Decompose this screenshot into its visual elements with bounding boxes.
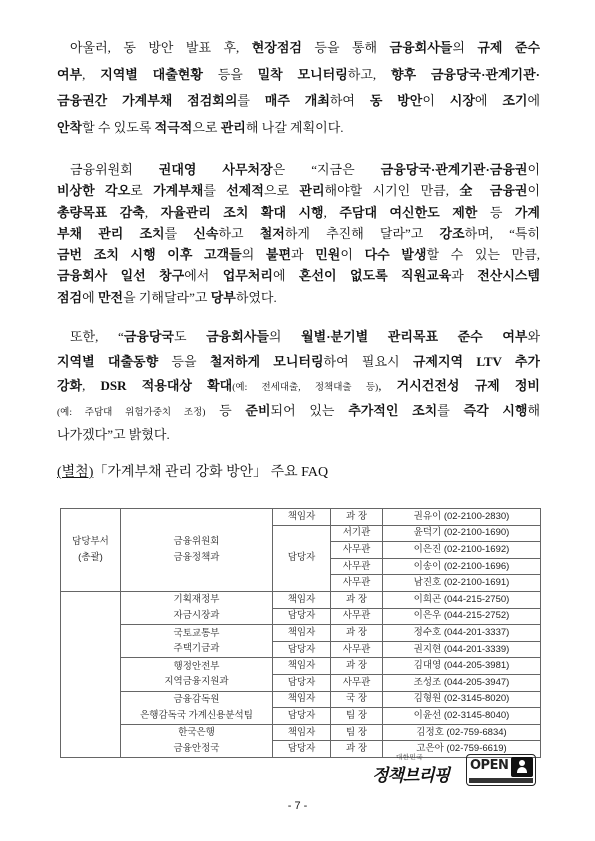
rank-cell: 과 장 — [331, 741, 383, 758]
text-line — [57, 35, 540, 62]
rank-cell: 국 장 — [331, 691, 383, 708]
paragraph — [57, 325, 540, 448]
org-cell — [121, 691, 273, 724]
text-span: 하였다. — [235, 289, 277, 305]
table-row — [61, 509, 541, 526]
text-span: 과 — [291, 247, 316, 263]
text-line — [57, 325, 540, 350]
open-wordmark: OPEN — [470, 758, 509, 773]
bold-text: 지역별 대출현황 — [100, 66, 203, 82]
bold-text: 금융당국·관계기관·금융권 — [380, 162, 528, 177]
bold-text: 규제지역 LTV 추가 — [412, 353, 540, 369]
text-line — [57, 399, 540, 424]
text-span: 등 — [477, 204, 515, 220]
text-span: 해 — [527, 402, 540, 418]
text-span: 에 — [82, 289, 98, 305]
text-span: , — [378, 378, 397, 393]
bold-text: 신속 — [193, 225, 219, 241]
text-span: 에 — [474, 93, 503, 108]
text-span: 과 — [451, 268, 478, 284]
text-span: 또한, “ — [70, 329, 124, 344]
dept-name: 자금시장과 — [173, 610, 220, 622]
table-row — [61, 658, 541, 675]
text-span: 에 — [527, 93, 540, 108]
rank-cell: 사무관 — [331, 641, 383, 658]
dept-name: 지역금융지원과 — [164, 676, 229, 688]
table-row — [61, 724, 541, 741]
text-span: 할 수 있도록 — [82, 119, 155, 135]
person-icon — [511, 757, 533, 777]
bold-text: 조기 — [502, 93, 528, 108]
role-cell: 담당자 — [273, 608, 331, 625]
bold-text: 권대영 사무처장 — [158, 162, 273, 177]
text-span: 되어 있는 — [270, 402, 349, 418]
page-number: - 7 - — [287, 800, 308, 812]
bold-text: 관리 — [299, 183, 325, 199]
text-span: 금융위원회 — [70, 162, 159, 177]
org-cell — [121, 591, 273, 624]
bold-text: 지역별 대출동향 — [57, 353, 159, 369]
bold-text: 동 방안 — [369, 93, 423, 108]
rank-cell: 사무관 — [331, 575, 383, 592]
bold-text: 월별·분기별 관리목표 준수 여부 — [301, 329, 528, 344]
text-line — [57, 244, 540, 265]
general-dept-label: 담당부서 — [72, 536, 109, 548]
policy-briefing-logo — [372, 752, 458, 792]
text-span: 은 “지금은 — [272, 162, 381, 177]
bold-text: 안착 — [57, 119, 83, 135]
text-line — [57, 350, 540, 375]
text-span: 에서 — [184, 268, 223, 284]
org-name: 행정안전부 — [173, 660, 220, 672]
bold-text: 철저 — [259, 225, 285, 241]
bold-text: 민원 — [315, 247, 341, 263]
text-span: 를 — [237, 93, 265, 108]
text-span: 를 — [437, 402, 464, 418]
contact-table-body — [61, 509, 541, 758]
contact-cell: 남진호 (02-2100-1691) — [383, 575, 541, 592]
role-cell: 책임자 — [273, 691, 331, 708]
text-line — [57, 62, 540, 89]
bold-text: 금융당국 — [123, 329, 174, 344]
contact-cell: 김정호 (02-759-6834) — [383, 724, 541, 741]
text-span: 를 — [164, 225, 194, 241]
text-span: 이 — [422, 93, 450, 108]
org-name: 기획재정부 — [173, 594, 220, 606]
table-row — [61, 625, 541, 642]
text-span: 에 — [272, 268, 299, 284]
paragraph — [57, 159, 540, 308]
org-name: 금융위원회 — [173, 536, 220, 548]
text-span: 의 — [452, 40, 478, 55]
text-span: 의 — [241, 247, 266, 263]
contact-cell: 이송이 (02-2100-1696) — [383, 558, 541, 575]
logo-tagline: 대한민국 — [396, 753, 424, 761]
text-span: 이 — [340, 247, 365, 263]
table-row — [61, 691, 541, 708]
text-span: 하며, “특히 — [464, 225, 540, 241]
attachment-label: (별첨) — [57, 465, 94, 480]
text-span: 등을 — [158, 353, 210, 369]
bold-text: 당부 — [210, 289, 236, 305]
contact-cell: 고은아 (02-759-6619) — [383, 741, 541, 758]
contact-table — [60, 508, 541, 758]
bold-text: 추가적인 조치 — [348, 402, 438, 418]
bold-text: 주담대 여신한도 제한 — [339, 204, 478, 220]
role-cell: 책임자 — [273, 724, 331, 741]
role-cell: 책임자 — [273, 591, 331, 608]
bold-text: 현장점검 — [251, 40, 302, 55]
text-span: , — [323, 204, 340, 220]
org-cell — [121, 509, 273, 592]
bold-text: 강조 — [439, 225, 465, 241]
bold-text: 향후 금융당국·관계기관· — [390, 66, 540, 82]
text-span: 할 수 있는 만큼, — [426, 247, 540, 263]
text-line — [57, 223, 540, 244]
dept-name: 주택기금과 — [173, 643, 220, 655]
bold-text: 점검 — [57, 289, 83, 305]
text-line — [57, 159, 540, 180]
contact-cell: 김형원 (02-3145-8020) — [383, 691, 541, 708]
bold-text: 혼선이 없도록 직원교육 — [298, 268, 452, 284]
bold-text: 불편 — [265, 247, 292, 263]
text-span: 으로 — [263, 183, 300, 199]
bold-text: 금번 조치 시행 이후 고객들 — [57, 247, 242, 263]
open-license-logo — [466, 754, 536, 786]
bold-text: 거시건전성 규제 정비 — [396, 378, 540, 393]
text-span: 하고, — [347, 66, 391, 82]
text-span: 이 — [527, 183, 540, 199]
text-span: 이 — [527, 162, 540, 177]
text-span: 하게 추진해 달라”고 — [284, 225, 440, 241]
contact-cell: 조성조 (044-205-3947) — [383, 674, 541, 691]
contact-cell: 권지현 (044-201-3339) — [383, 641, 541, 658]
contact-cell: 김대영 (044-205-3981) — [383, 658, 541, 675]
rank-cell: 사무관 — [331, 542, 383, 559]
text-span: 등을 통해 — [301, 40, 390, 55]
org-name: 국토교통부 — [173, 627, 220, 639]
rank-cell: 과 장 — [331, 591, 383, 608]
text-span: 하여 — [329, 93, 370, 108]
bold-text: 금융권간 가계부채 점검회의 — [57, 93, 238, 108]
bold-text: 매주 개최 — [264, 93, 330, 108]
text-span: 해 나갈 계획이다. — [245, 119, 344, 135]
bold-text: 부채 관리 조치 — [57, 225, 165, 241]
rank-cell: 과 장 — [331, 625, 383, 642]
role-cell: 담당자 — [273, 674, 331, 691]
bold-text: 여부 — [57, 66, 83, 82]
text-line — [57, 423, 540, 448]
contact-cell: 윤덕기 (02-2100-1690) — [383, 525, 541, 542]
org-cell — [121, 625, 273, 658]
bold-text: 업무처리 — [222, 268, 273, 284]
role-cell: 담당자 — [273, 741, 331, 758]
rank-cell: 사무관 — [331, 558, 383, 575]
role-cell: 담당자 — [273, 641, 331, 658]
bold-text: 강화 — [57, 378, 83, 393]
bold-text: 총량목표 감축 — [57, 204, 145, 220]
text-span: 도 — [173, 329, 207, 344]
text-span: 아울러, 동 방안 발표 후, — [70, 40, 252, 55]
text-span: , — [144, 204, 161, 220]
bold-text: 全 금융권 — [459, 183, 528, 199]
role-cell: 책임자 — [273, 658, 331, 675]
bold-text: 금융회사들 — [206, 329, 269, 344]
note-text: (예: 전세대출, 정책대출 등) — [232, 383, 379, 393]
role-cell: 책임자 — [273, 509, 331, 526]
rank-cell: 사무관 — [331, 608, 383, 625]
text-line — [57, 374, 540, 399]
license-band — [469, 778, 533, 783]
text-span: 로 — [130, 183, 154, 199]
text-line — [57, 287, 540, 308]
text-span: 의 — [268, 329, 302, 344]
text-span: , — [82, 378, 101, 393]
role-cell: 책임자 — [273, 625, 331, 642]
contact-cell: 이희곤 (044-215-2750) — [383, 591, 541, 608]
rank-cell: 과 장 — [331, 658, 383, 675]
role-cell: 담당자 — [273, 708, 331, 725]
text-span: 를 — [203, 183, 227, 199]
dept-name: 은행감독국 가계신용분석팀 — [140, 709, 253, 721]
text-line — [57, 180, 540, 201]
text-span: 해야할 시기인 만큼, — [324, 183, 460, 199]
text-span: 나가겠다”고 밝혔다. — [57, 427, 170, 442]
org-name: 금융감독원 — [173, 694, 220, 706]
logo-wordmark: 정책브리핑 — [372, 766, 450, 786]
org-name: 한국은행 — [178, 727, 215, 739]
bold-text: 밀착 모니터링 — [257, 66, 348, 82]
paragraph — [57, 35, 540, 141]
text-line — [57, 88, 540, 115]
attachment-title: 「가계부채 관리 강화 방안」 주요 FAQ — [93, 465, 329, 480]
contact-cell: 정수호 (044-201-3337) — [383, 625, 541, 642]
bold-text: 가계 — [514, 204, 540, 220]
text-span: 등을 — [202, 66, 258, 82]
text-span: 으로 — [192, 119, 221, 135]
rank-cell: 과 장 — [331, 509, 383, 526]
text-line — [57, 202, 540, 223]
contact-cell: 이윤선 (02-3145-8040) — [383, 708, 541, 725]
bold-text: 금융회사들 — [389, 40, 453, 55]
text-span: 을 기해달라”고 — [123, 289, 211, 305]
text-span: 와 — [527, 329, 540, 344]
contact-cell: 이은진 (02-2100-1692) — [383, 542, 541, 559]
rank-cell: 사무관 — [331, 674, 383, 691]
bold-text: DSR 적용대상 확대 — [100, 378, 233, 393]
text-span: 하여 필요시 — [323, 353, 413, 369]
org-cell — [121, 724, 273, 757]
bold-text: 자율관리 조치 확대 시행 — [160, 204, 324, 220]
contact-cell: 이은우 (044-215-2752) — [383, 608, 541, 625]
text-span: , — [82, 66, 101, 82]
org-cell — [121, 658, 273, 691]
blank-cell — [61, 591, 121, 757]
table-row — [61, 591, 541, 608]
rank-cell: 팀 장 — [331, 724, 383, 741]
general-dept-cell — [61, 509, 121, 592]
text-line — [57, 265, 540, 286]
dept-name: 금융정책과 — [173, 551, 220, 563]
bold-text: 전산시스템 — [477, 268, 540, 284]
bold-text: 즉각 시행 — [463, 402, 528, 418]
contact-cell: 권유이 (02-2100-2830) — [383, 509, 541, 526]
text-span: 하고 — [218, 225, 260, 241]
bold-text: 관리 — [220, 119, 246, 135]
text-span: 등 — [205, 402, 246, 418]
bold-text: 금융회사 일선 창구 — [57, 268, 185, 284]
bold-text: 준비 — [245, 402, 271, 418]
note-text: (예: 주담대 위험가중치 조정) — [57, 407, 206, 418]
text-line — [57, 115, 540, 142]
rank-cell: 서기관 — [331, 525, 383, 542]
general-dept-sub: (총괄) — [78, 551, 103, 563]
bold-text: 가계부채 — [153, 183, 204, 199]
bold-text: 다수 발생 — [364, 247, 427, 263]
bold-text: 규제 준수 — [477, 40, 540, 55]
bold-text: 선제적 — [226, 183, 264, 199]
bold-text: 만전 — [97, 289, 124, 305]
attachment-heading — [57, 462, 540, 484]
rank-cell: 팀 장 — [331, 708, 383, 725]
role-cell: 담당자 — [273, 525, 331, 591]
dept-name: 금융안정국 — [173, 742, 220, 754]
bold-text: 시장 — [449, 93, 475, 108]
bold-text: 비상한 각오 — [57, 183, 131, 199]
bold-text: 적극적 — [154, 119, 193, 135]
bold-text: 철저하게 모니터링 — [209, 353, 324, 369]
